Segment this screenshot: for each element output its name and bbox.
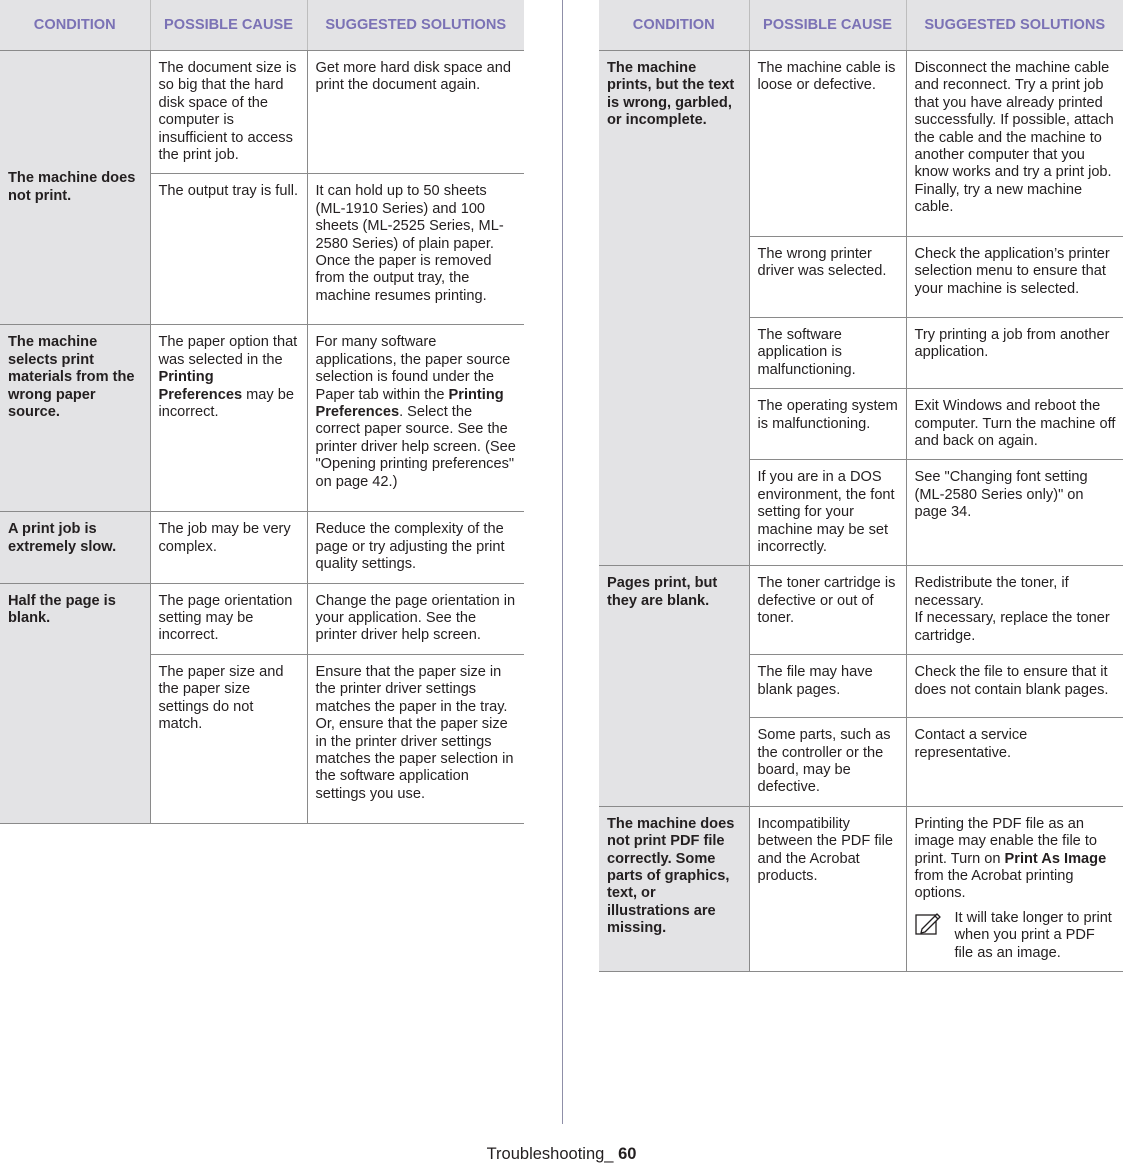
solution-cell: Try printing a job from another application. <box>906 318 1123 389</box>
solution-cell <box>307 325 524 512</box>
note-box <box>915 910 1117 962</box>
solution-text: from the Acrobat printing options. <box>914 867 1074 902</box>
troubleshooting-table-left <box>0 0 524 824</box>
table-row <box>599 51 1123 237</box>
header-possible-cause: POSSIBLE CAUSE <box>749 0 906 51</box>
header-condition: CONDITION <box>0 0 150 51</box>
cause-cell: The wrong printer driver was selected. <box>749 237 906 318</box>
cause-text: The paper option that was selected in the <box>158 334 298 368</box>
condition-cell: Half the page is blank. <box>0 583 150 823</box>
solution-text: Or, ensure that the paper size in the printer driver settings matches the paper selection in the software application settings you use. <box>315 716 514 802</box>
solution-cell: Contact a service representative. <box>906 718 1123 807</box>
cause-cell: Some parts, such as the controller or the board, may be defective. <box>749 718 906 807</box>
solution-cell: Change the page orientation in your application. See the printer driver help screen. <box>307 583 524 654</box>
cause-cell: The file may have blank pages. <box>749 655 906 718</box>
printing-preferences-term: Printing Preferences <box>158 369 243 403</box>
printing-preferences-term: Printing Preferences <box>315 386 504 421</box>
solution-text: Redistribute the toner, if necessary. <box>914 575 1069 609</box>
table-row <box>0 583 524 654</box>
header-suggested-solutions: SUGGESTED SOLUTIONS <box>906 0 1123 51</box>
table-header-row <box>599 0 1123 51</box>
cause-cell: The page orientation setting may be incorrect. <box>150 583 307 654</box>
solution-cell <box>906 566 1123 655</box>
table-row <box>599 806 1123 971</box>
solution-cell: Exit Windows and reboot the computer. Turn the machine off and back on again. <box>906 389 1123 460</box>
note-pencil-icon <box>915 910 945 962</box>
cause-cell: Incompatibility between the PDF file and the Acrobat products. <box>749 806 906 971</box>
table-row <box>599 566 1123 655</box>
solution-cell <box>906 806 1123 971</box>
table-header-row <box>0 0 524 51</box>
solution-text: Ensure that the paper size in the printer driver settings matches the paper in the tray. <box>315 663 508 715</box>
solution-text: . Select the correct paper source. See the printer driver help screen. (See "Opening printing preferences" on page 42.) <box>315 404 516 490</box>
solution-text: If necessary, replace the toner cartridge. <box>914 610 1110 644</box>
troubleshooting-table-right <box>599 0 1123 972</box>
cause-cell: If you are in a DOS environment, the font setting for your machine may be set incorrectly. <box>749 460 906 566</box>
solution-text: For many software applications, the paper source selection is found under the Paper tab within the <box>315 334 511 403</box>
cause-cell: The paper size and the paper size settings do not match. <box>150 654 307 823</box>
cause-cell: The output tray is full. <box>150 174 307 325</box>
page-number: 60 <box>618 1145 637 1163</box>
solution-cell: Check the application’s printer selection menu to ensure that your machine is selected. <box>906 237 1123 318</box>
solution-cell: Reduce the complexity of the page or try adjusting the print quality settings. <box>307 512 524 583</box>
cause-cell: The software application is malfunctioning. <box>749 318 906 389</box>
footer-section: Troubleshooting_ <box>486 1145 619 1163</box>
page-footer <box>0 1145 1123 1164</box>
print-as-image-term: Print As Image <box>1004 850 1107 867</box>
condition-cell: The machine prints, but the text is wrong, garbled, or incomplete. <box>599 51 749 566</box>
cause-text: may be incorrect. <box>158 386 294 421</box>
note-text: It will take longer to print when you print a PDF file as an image. <box>954 909 1112 961</box>
condition-cell: A print job is extremely slow. <box>0 512 150 583</box>
cause-cell: The machine cable is loose or defective. <box>749 51 906 237</box>
condition-cell: The machine does not print PDF file correctly. Some parts of graphics, text, or illustrations are missing. <box>599 806 749 971</box>
header-condition: CONDITION <box>599 0 749 51</box>
cause-cell: The job may be very complex. <box>150 512 307 583</box>
solution-cell: Disconnect the machine cable and reconnect. Try a print job that you have already printed successfully. If possible, attach the cable and the machine to another computer that you know works and try a print job. Finally, try a new machine cable. <box>906 51 1123 237</box>
table-row <box>0 325 524 512</box>
solution-cell: Check the file to ensure that it does not contain blank pages. <box>906 655 1123 718</box>
cause-cell: The document size is so big that the hard disk space of the computer is insufficient to access the print job. <box>150 51 307 174</box>
cause-cell <box>150 325 307 512</box>
cause-cell: The toner cartridge is defective or out of toner. <box>749 566 906 655</box>
column-divider <box>562 0 563 1124</box>
header-suggested-solutions: SUGGESTED SOLUTIONS <box>307 0 524 51</box>
header-possible-cause: POSSIBLE CAUSE <box>150 0 307 51</box>
cause-cell: The operating system is malfunctioning. <box>749 389 906 460</box>
solution-cell: See "Changing font setting (ML-2580 Series only)" on page 34. <box>906 460 1123 566</box>
condition-cell: The machine selects print materials from the wrong paper source. <box>0 325 150 512</box>
solution-cell: Get more hard disk space and print the document again. <box>307 51 524 174</box>
condition-cell: The machine does not print. <box>0 51 150 325</box>
solution-cell <box>307 654 524 823</box>
solution-text: Printing the PDF file as an image may enable the file to print. Turn on <box>914 815 1098 867</box>
condition-cell: Pages print, but they are blank. <box>599 566 749 806</box>
solution-cell: It can hold up to 50 sheets (ML-1910 Series) and 100 sheets (ML-2525 Series, ML-2580 Series) of plain paper. Once the paper is removed from the output tray, the machine resumes printing. <box>307 174 524 325</box>
table-row <box>0 51 524 174</box>
table-row <box>0 512 524 583</box>
